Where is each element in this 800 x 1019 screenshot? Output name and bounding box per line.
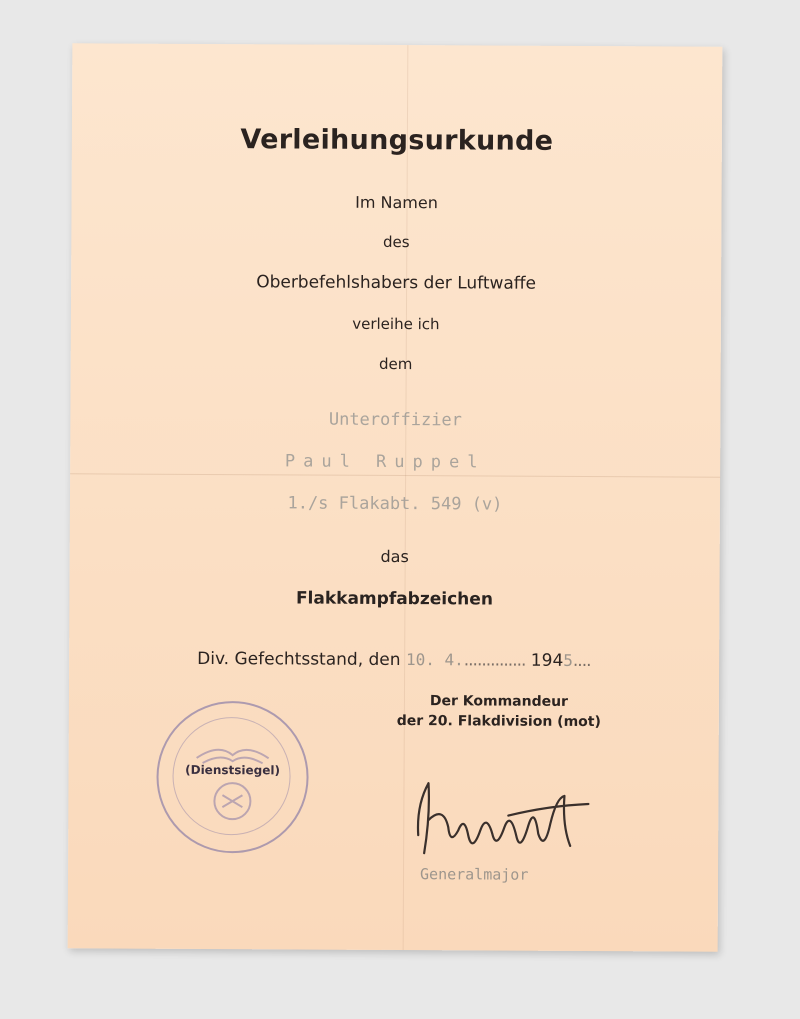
year-printed: 194 (530, 650, 564, 671)
typed-recipient-name: Paul Ruppel (284, 451, 486, 473)
year-dotted-line: .... (572, 650, 591, 672)
certificate-paper (68, 43, 723, 951)
text-das: das (380, 546, 409, 567)
official-stamp-seal (156, 701, 309, 854)
award-name: Flakkampfabzeichen (295, 588, 494, 610)
typed-rank: Unteroffizier (328, 409, 462, 431)
signer-rank: Generalmajor (419, 865, 529, 884)
place-date-line (197, 649, 591, 671)
typed-year-digit: 5 (563, 650, 573, 670)
fold-line-horizontal (70, 473, 720, 477)
seal-label: (Dienstsiegel) (185, 762, 281, 778)
date-dotted-line: .............. (463, 650, 526, 671)
handwritten-signature (398, 775, 598, 866)
text-oberbefehlshaber: Oberbefehlshabers der Luftwaffe (256, 272, 537, 294)
certificate-title: Verleihungsurkunde (240, 124, 554, 157)
text-des: des (382, 232, 410, 252)
commander-unit: der 20. Flakdivision (mot) (396, 713, 601, 731)
text-im-namen: Im Namen (355, 192, 438, 213)
text-verleihe-ich: verleihe ich (352, 314, 440, 334)
place-prefix: Div. Gefechtsstand, den (197, 648, 401, 671)
typed-date: 10. 4. (405, 650, 464, 670)
commander-title: Der Kommandeur (429, 693, 569, 710)
typed-unit: 1./s Flakabt. 549 (v) (287, 493, 503, 515)
text-dem: dem (378, 354, 413, 374)
